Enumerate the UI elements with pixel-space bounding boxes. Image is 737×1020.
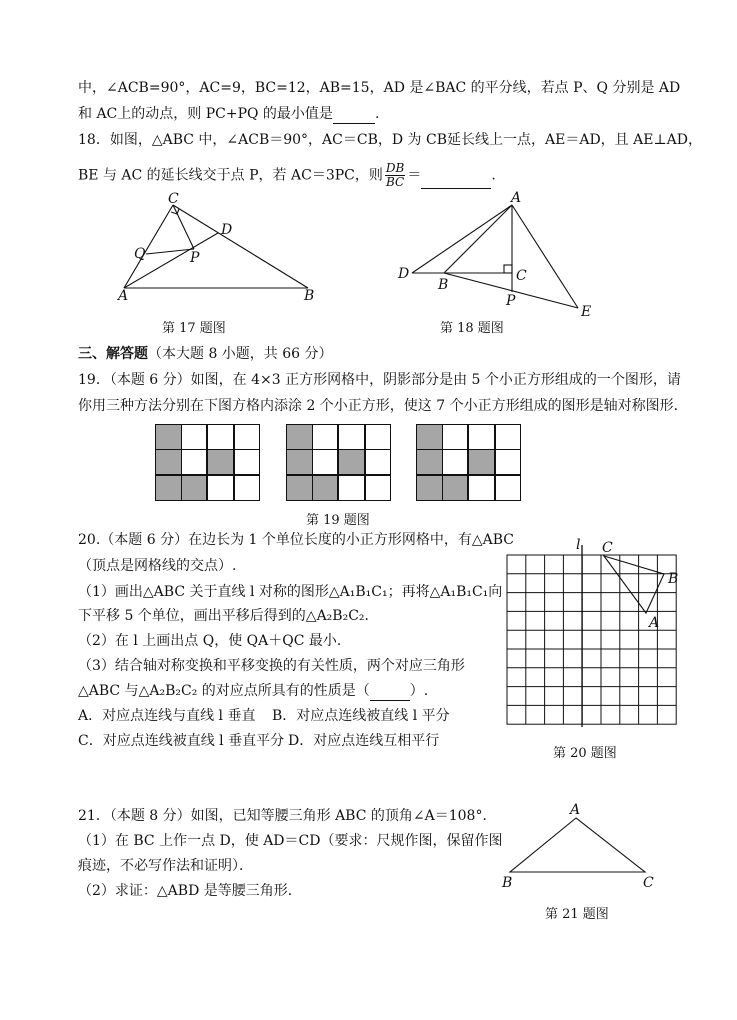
q20-line7-text: △ABC 与△A₂B₂C₂ 的对应点所具有的性质是（ [78,683,370,699]
q20-line5: （2）在 l 上画出点 Q，使 QA＋QC 最小． [78,633,351,649]
q21-line2: （1）在 BC 上作一点 D，使 AD＝CD（要求：尺规作图，保留作图 [78,833,503,849]
fig18-label-p: P [506,293,516,309]
fig21-caption: 第 21 题图 [545,907,609,922]
fig20-label-b: B [668,571,679,587]
q20-line1: 20.（本题 6 分）在边长为 1 个单位长度的小正方形网格中，有△ABC [78,532,515,548]
q20-line7-end: ）. [409,683,429,699]
q18-line2-text: BE 与 AC 的延长线交于点 P，若 AC＝3PC，则 [78,167,383,184]
fig17-label-p: P [190,250,200,266]
q20-option-d[interactable]: D．对应点连线互相平行 [288,733,440,749]
fig17-label-b: B [304,288,315,304]
q18-line1: 18．如图，△ABC 中，∠ACB＝90°，AC＝CB，D 为 CB延长线上一点，AE＝AD，且 AE⊥AD， [78,132,702,148]
fig21-label-c: C [643,875,654,891]
q19-line1: 19．（本题 6 分）如图，在 4×3 正方形网格中，阴影部分是由 5 个小正方形组成的一个图形，请 [78,372,681,388]
fig20-label-a: A [649,615,660,631]
fig17-label-c: C [168,191,179,207]
q21-line3: 痕迹，不必写作法和证明）． [78,858,253,874]
fig18-label-d: D [398,266,410,282]
fig17-label-d: D [221,222,233,238]
fig17-caption: 第 17 题图 [162,321,226,336]
q21-line1: 21．（本题 8 分）如图，已知等腰三角形 ABC 的顶角∠A＝108°． [78,808,497,824]
section-3-title: 三、解答题 [78,346,148,362]
fig21-triangle-abc [510,818,645,872]
q20-line4: 下平移 5 个单位，画出平移后得到的△A₂B₂C₂． [78,608,379,624]
q17-end: . [374,106,380,122]
fig21-label-a: A [570,802,581,818]
q19-line2: 你用三种方法分别在下图方格内添涂 2 个小正方形，使这 7 个小正方形组成的图形是轴对称图形． [78,398,688,414]
q20-line6: （3）结合轴对称变换和平移变换的有关性质，两个对应三角形 [78,658,465,674]
q20-option-b[interactable]: B．对应点连线被直线 l 平分 [272,708,450,724]
fig20-caption: 第 20 题图 [553,746,617,761]
fig18-label-e: E [581,304,592,320]
q18-eq: ＝ [407,167,422,184]
fig18-label-c: C [516,268,527,284]
fig21-label-b: B [502,875,513,891]
q17-line2-text: 和 AC上的动点，则 PC+PQ 的最小值是 [78,106,333,122]
q20-option-c[interactable]: C．对应点连线被直线 l 垂直平分 [78,733,285,749]
fig18-caption: 第 18 题图 [440,321,504,336]
fig20-label-c: C [602,540,613,556]
section-3-note: （本大题 8 小题，共 66 分） [148,346,333,362]
q17-line1: 中，∠ACB=90°，AC=9，BC=12，AB=15，AD 是∠BAC 的平分线，若点 P、Q 分别是 AD [78,80,681,96]
q20-line3: （1）画出△ABC 关于直线 l 对称的图形△A₁B₁C₁；再将△A₁B₁C₁向 [78,584,503,600]
q21-line4: （2）求证：△ABD 是等腰三角形． [78,883,302,899]
q20-option-a[interactable]: A．对应点连线与直线 l 垂直 [78,708,256,724]
q18-end: . [491,167,496,184]
fig17-label-a: A [118,288,129,304]
q18-frac-den: BC [385,175,405,189]
q20-line2: （顶点是网格线的交点）. [78,558,237,574]
fig18-label-b: B [438,277,449,293]
fig18-label-a: A [511,190,522,206]
q19-caption: 第 19 题图 [306,513,370,528]
fig20-label-l: l [576,537,581,553]
q18-frac-num: DB [385,161,405,175]
fig17-label-q: Q [134,246,146,262]
